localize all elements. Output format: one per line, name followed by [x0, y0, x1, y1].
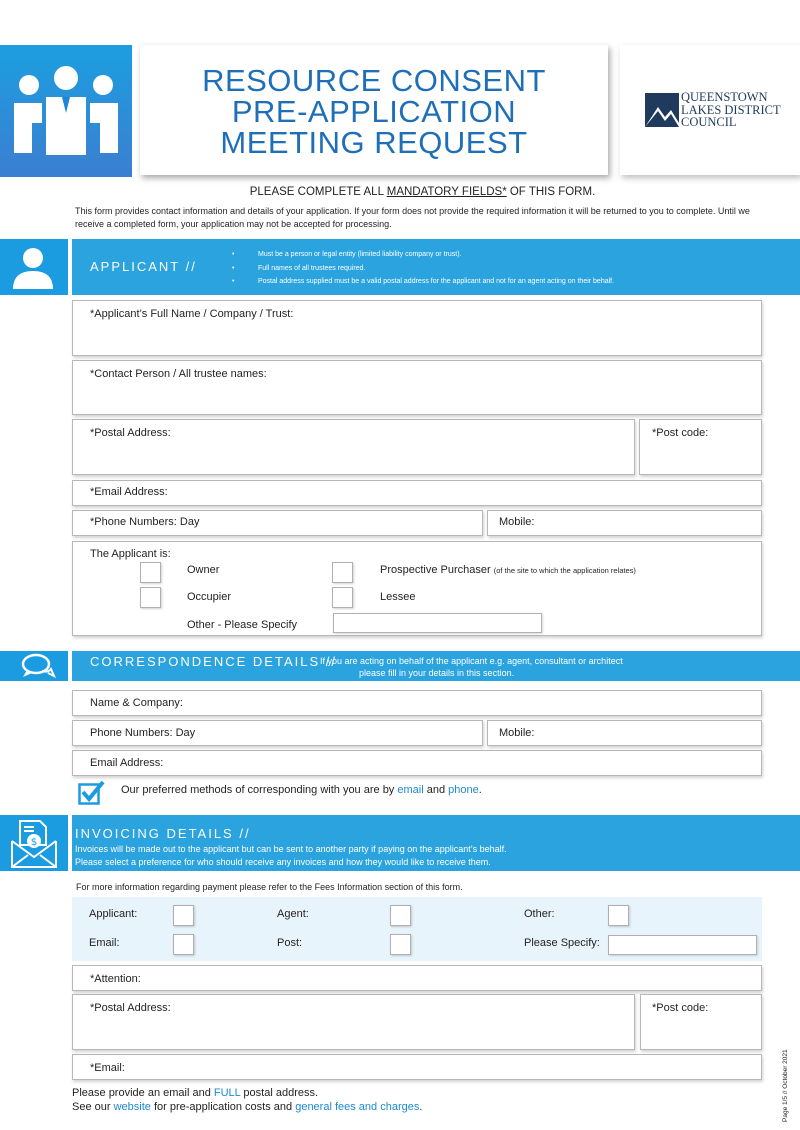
title-line-3: MEETING REQUEST	[220, 125, 528, 160]
applicant-icon-box	[0, 239, 68, 295]
preferred-methods-text	[121, 784, 482, 796]
fees-info-text: For more information regarding payment please refer to the Fees Information section of this form.	[76, 882, 463, 892]
contact-person-field[interactable]	[72, 360, 762, 415]
prospective-purchaser-label	[380, 564, 636, 576]
inv-agent-checkbox[interactable]	[390, 905, 411, 926]
applicant-bullet-2: • Full names of all trustees required.	[232, 262, 614, 276]
mandatory-notice	[0, 186, 800, 198]
pref-end: .	[478, 784, 482, 796]
inv-email-field[interactable]	[72, 1054, 762, 1080]
postal-address-label: *Postal Address:	[90, 427, 171, 439]
page-number-note: Page 1/5 // October 2021	[782, 1049, 789, 1122]
postal-address-field[interactable]	[72, 419, 635, 475]
corr-mobile-field[interactable]	[487, 720, 762, 746]
applicant-title: APPLICANT //	[90, 259, 197, 274]
email-address-label: *Email Address:	[90, 486, 168, 498]
inv-post-checkbox[interactable]	[390, 934, 411, 955]
inv-other-label: Other:	[524, 908, 555, 920]
applicant-is-label: The Applicant is:	[90, 548, 171, 560]
inv-post-code-field[interactable]	[640, 994, 762, 1050]
mandatory-suffix: OF THIS FORM.	[506, 186, 596, 198]
invoicing-sub-line-2: Please select a preference for who should receive any invoices and how they would like to receive them.	[75, 857, 491, 867]
footer-line-2-a: See our	[72, 1101, 114, 1113]
inv-post-label: Post:	[277, 937, 303, 949]
title-line-2: PRE-APPLICATION	[231, 94, 517, 129]
inv-please-specify-input[interactable]	[608, 935, 757, 955]
invoicing-sub-line-1: Invoices will be made out to the applicant but can be sent to another party if paying on the applicant’s behalf.	[75, 844, 507, 854]
inv-applicant-checkbox[interactable]	[173, 905, 194, 926]
logo-line-2: LAKES DISTRICT	[681, 102, 781, 117]
owner-label: Owner	[187, 564, 220, 576]
invoicing-title: INVOICING DETAILS //	[75, 826, 251, 841]
inv-other-checkbox[interactable]	[608, 905, 629, 926]
header-icon-panel	[0, 45, 132, 177]
applicant-bullet-3: • Postal address supplied must be a valid postal address for the applicant and not for an agent acting on their behalf.	[232, 275, 614, 289]
logo-line-1: QUEENSTOWN	[681, 90, 768, 104]
attention-label: *Attention:	[90, 973, 141, 985]
inv-postal-address-label: *Postal Address:	[90, 1002, 171, 1014]
applicant-type-group	[72, 541, 762, 636]
owner-checkbox[interactable]	[140, 562, 161, 583]
invoice-envelope-icon	[0, 815, 68, 871]
footer-line-2	[72, 1100, 422, 1114]
footer-line-1	[72, 1086, 422, 1100]
inv-email-label-field: *Email:	[90, 1062, 125, 1074]
post-code-field[interactable]	[639, 419, 762, 475]
pref-email-link[interactable]: email	[397, 784, 424, 796]
inv-agent-label: Agent:	[277, 908, 309, 920]
corr-email-label: Email Address:	[90, 757, 164, 769]
title-line-1: RESOURCE CONSENT	[202, 63, 546, 98]
footer-line-1-c: postal address.	[240, 1087, 319, 1099]
phone-day-field[interactable]	[72, 510, 483, 536]
invoicing-sub	[75, 843, 507, 869]
svg-text:$: $	[30, 837, 38, 848]
checkmark-icon	[78, 780, 105, 805]
invoicing-icon-box	[0, 815, 68, 871]
chat-bubbles-icon	[0, 651, 68, 681]
correspondence-bar	[72, 651, 800, 681]
inv-postal-address-field[interactable]	[72, 994, 635, 1050]
other-specify-input[interactable]	[333, 613, 542, 633]
contact-person-label: *Contact Person / All trustee names:	[90, 368, 267, 380]
prospective-purchaser-note: (of the site to which the application relates)	[493, 566, 636, 575]
pref-and: and	[423, 784, 449, 796]
occupier-label: Occupier	[187, 591, 232, 603]
mobile-label: Mobile:	[499, 516, 535, 528]
applicant-bullet-1: • Must be a person or legal entity (limited liability company or trust).	[232, 248, 614, 262]
occupier-checkbox[interactable]	[140, 587, 161, 608]
footer-note	[72, 1086, 422, 1114]
correspondence-title: CORRESPONDENCE DETAILS //	[90, 654, 337, 669]
mandatory-prefix: PLEASE COMPLETE ALL	[249, 186, 387, 198]
applicant-full-name-field[interactable]	[72, 300, 762, 356]
lessee-label: Lessee	[380, 591, 416, 603]
mountain-logo-icon	[645, 93, 679, 127]
mobile-field[interactable]	[487, 510, 762, 536]
corr-mobile-label: Mobile:	[499, 727, 535, 739]
prospective-purchaser-text: Prospective Purchaser	[380, 564, 491, 576]
lessee-checkbox[interactable]	[332, 587, 353, 608]
email-address-field[interactable]	[72, 480, 762, 506]
corr-name-company-label: Name & Company:	[90, 697, 183, 709]
footer-line-1-a: Please provide an email and	[72, 1087, 214, 1099]
preference-checkbox[interactable]	[78, 780, 105, 805]
people-meeting-icon	[0, 45, 132, 177]
applicant-full-name-label: *Applicant’s Full Name / Company / Trust:	[90, 308, 294, 320]
intro-text: This form provides contact information and details of your application. If your form does not provide the required information it will be returned to you to complete. Until we receive a completed form, your application may not be accepted for processing.	[75, 206, 750, 229]
pref-phone-link[interactable]: phone	[448, 784, 479, 796]
pref-prefix: Our preferred methods of corresponding with you are by	[121, 784, 398, 796]
correspondence-sub-line-1: If you are acting on behalf of the applicant e.g. agent, consultant or architect	[320, 656, 623, 666]
website-link[interactable]: website	[113, 1101, 151, 1113]
correspondence-sub-line-2: please fill in your details in this section.	[359, 668, 515, 678]
inv-post-code-label: *Post code:	[652, 1002, 709, 1014]
attention-field[interactable]	[72, 965, 762, 991]
fees-charges-link[interactable]: general fees and charges	[295, 1101, 420, 1113]
form-title	[140, 45, 608, 175]
inv-please-specify-label: Please Specify:	[524, 937, 600, 949]
inv-email-checkbox[interactable]	[173, 934, 194, 955]
correspondence-icon-box	[0, 651, 68, 681]
phone-day-label: *Phone Numbers: Day	[90, 516, 200, 528]
post-code-label: *Post code:	[652, 427, 709, 439]
footer-full-text: FULL	[213, 1087, 241, 1099]
inv-email-label: Email:	[89, 937, 120, 949]
mandatory-fields-text: MANDATORY FIELDS*	[386, 186, 507, 198]
corr-phone-day-field[interactable]	[72, 720, 483, 746]
corr-name-company-field[interactable]	[72, 690, 762, 716]
council-logo	[620, 45, 800, 175]
inv-applicant-label: Applicant:	[89, 908, 138, 920]
logo-line-3: COUNCIL	[681, 115, 737, 129]
applicant-bar	[72, 239, 800, 295]
other-specify-label: Other - Please Specify	[187, 619, 298, 631]
invoice-preference-panel	[72, 897, 762, 961]
prospective-purchaser-checkbox[interactable]	[332, 562, 353, 583]
footer-line-2-e: .	[419, 1101, 423, 1113]
person-icon	[0, 239, 68, 295]
corr-phone-day-label: Phone Numbers: Day	[90, 727, 196, 739]
corr-email-field[interactable]	[72, 750, 762, 776]
footer-line-2-c: for pre-application costs and	[150, 1101, 296, 1113]
